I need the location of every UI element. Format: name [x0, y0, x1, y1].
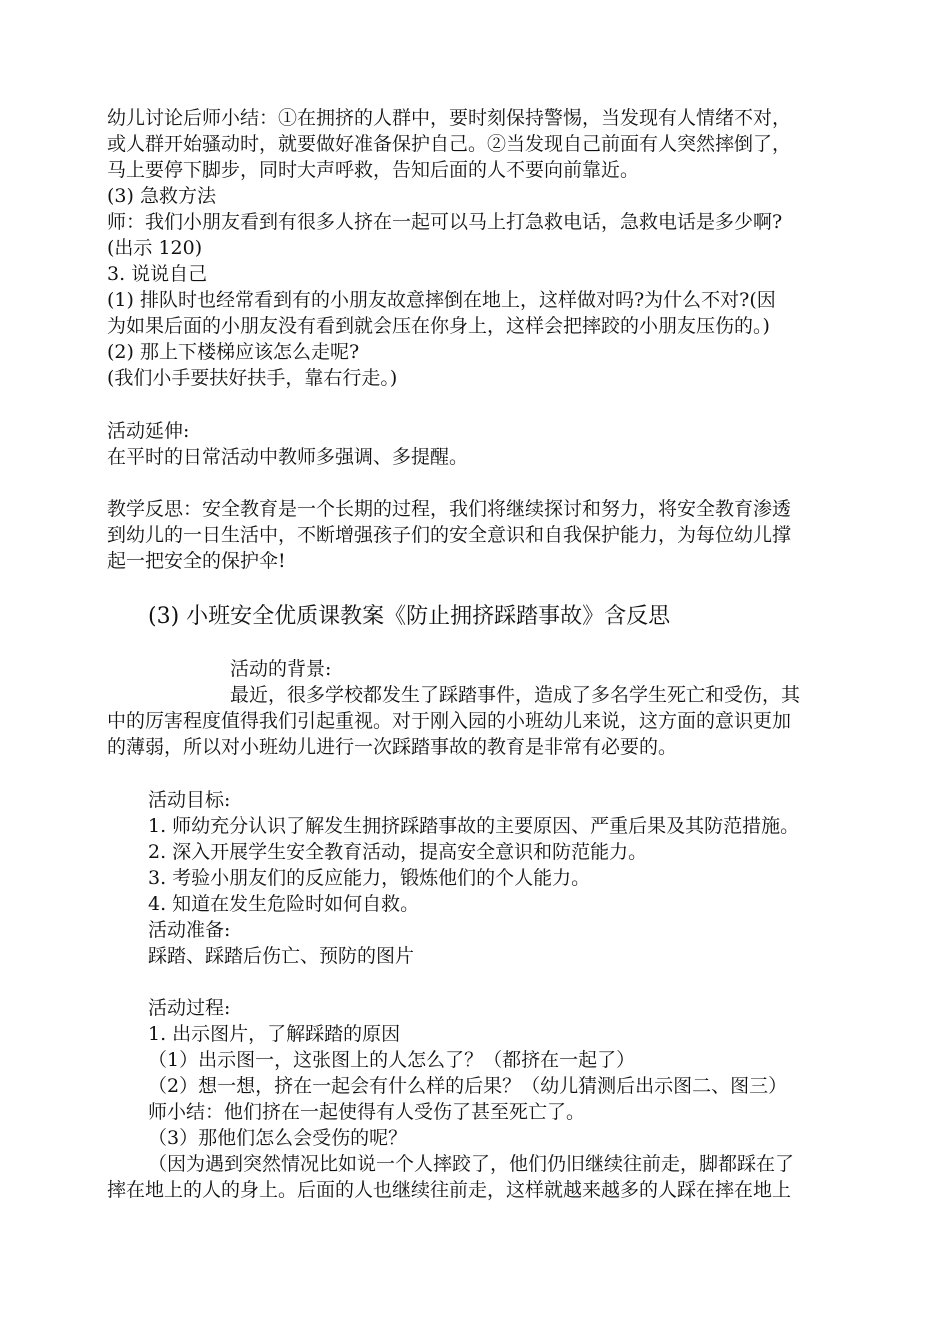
preparation-text: 踩踏、踩踏后伤亡、预防的图片: [148, 945, 415, 967]
goal-3: 3. 考验小朋友们的反应能力，锻炼他们的个人能力。: [148, 867, 591, 889]
first-aid-heading: (3) 急救方法: [107, 185, 216, 207]
self-item-1-line-1: (1) 排队时也经常看到有的小朋友故意摔倒在地上，这样做对吗?为什么不对?(因: [107, 289, 776, 311]
reflection-line-1: 教学反思：安全教育是一个长期的过程，我们将继续探讨和努力，将安全教育渗透: [107, 498, 792, 520]
summary-line-2: 或人群开始骚动时，就要做好准备保护自己。②当发现自己前面有人突然摔倒了，: [107, 133, 792, 155]
goals-label: 活动目标:: [148, 789, 231, 811]
goal-1: 1. 师幼充分认识了解发生拥挤踩踏事故的主要原因、严重后果及其防范措施。: [148, 815, 800, 837]
background-line-2: 中的厉害程度值得我们引起重视。对于刚入园的小班幼儿来说，这方面的意识更加: [107, 710, 792, 732]
reflection-line-2: 到幼儿的一日生活中，不断增强孩子们的安全意识和自我保护能力，为每位幼儿撑: [107, 524, 792, 546]
background-label: 活动的背景:: [230, 658, 332, 680]
self-item-1-line-2: 为如果后面的小朋友没有看到就会压在你身上，这样会把摔跤的小朋友压伤的。): [107, 315, 770, 337]
process-label: 活动过程:: [148, 997, 231, 1019]
step-1-item-3: （3）那他们怎么会受伤的呢？: [148, 1127, 408, 1149]
self-item-2-answer: (我们小手要扶好扶手，靠右行走。): [107, 367, 398, 389]
background-line-1: 最近，很多学校都发生了踩踏事件，造成了多名学生死亡和受伤，其: [230, 684, 801, 706]
preparation-label: 活动准备:: [148, 919, 231, 941]
talk-about-self-heading: 3. 说说自己: [107, 263, 208, 285]
goal-2: 2. 深入开展学生安全教育活动，提高安全意识和防范能力。: [148, 841, 648, 863]
step-1-heading: 1. 出示图片，了解踩踏的原因: [148, 1023, 401, 1045]
self-item-2: (2) 那上下楼梯应该怎么走呢?: [107, 341, 360, 363]
emergency-question-line-1: 师：我们小朋友看到有很多人挤在一起可以马上打急救电话，急救电话是多少啊?: [107, 211, 783, 233]
summary-line-3: 马上要停下脚步，同时大声呼救，告知后面的人不要向前靠近。: [107, 159, 640, 181]
emergency-question-line-2: (出示 120): [107, 237, 203, 259]
step-1-answer-line-2: 摔在地上的人的身上。后面的人也继续往前走，这样就越来越多的人踩在摔在地上: [107, 1179, 792, 1201]
extension-label: 活动延伸:: [107, 420, 190, 442]
step-1-item-1: （1）出示图一，这张图上的人怎么了？（都挤在一起了）: [148, 1049, 636, 1071]
summary-line-1: 幼儿讨论后师小结：①在拥挤的人群中，要时刻保持警惕，当发现有人情绪不对，: [107, 107, 792, 129]
goal-4: 4. 知道在发生危险时如何自救。: [148, 893, 420, 915]
extension-text: 在平时的日常活动中教师多强调、多提醒。: [107, 446, 469, 468]
step-1-summary: 师小结：他们挤在一起使得有人受伤了甚至死亡了。: [148, 1101, 586, 1123]
step-1-item-2: （2）想一想，挤在一起会有什么样的后果？（幼儿猜测后出示图二、图三）: [148, 1075, 788, 1097]
background-line-3: 的薄弱，所以对小班幼儿进行一次踩踏事故的教育是非常有必要的。: [107, 736, 678, 758]
reflection-line-3: 起一把安全的保护伞!: [107, 550, 286, 572]
section-title: (3) 小班安全优质课教案《防止拥挤踩踏事故》含反思: [148, 604, 671, 629]
step-1-answer-line-1: （因为遇到突然情况比如说一个人摔跤了，他们仍旧继续往前走，脚都踩在了: [148, 1153, 795, 1175]
